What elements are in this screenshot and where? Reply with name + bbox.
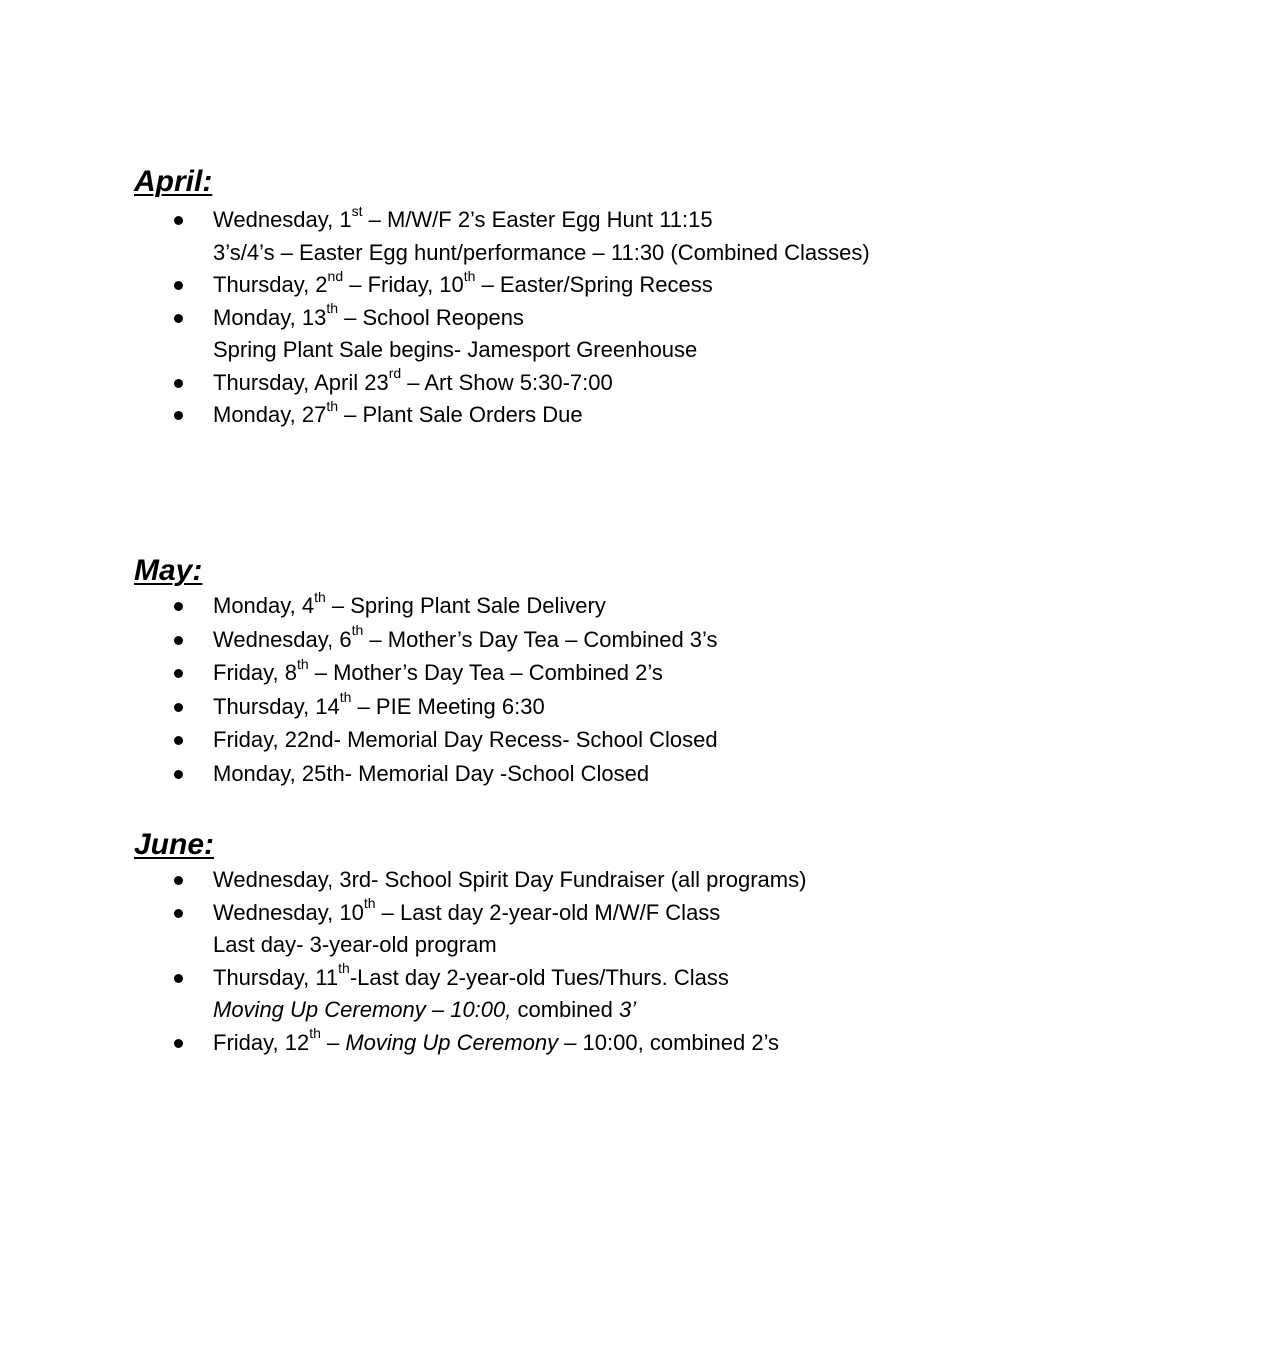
bullet-icon bbox=[174, 411, 183, 420]
list-item bbox=[134, 691, 1134, 724]
event-line: Wednesday, 10th – Last day 2-year-old M/W/F Class bbox=[213, 895, 721, 925]
bullet-icon bbox=[174, 1039, 183, 1048]
event-line-2: Moving Up Ceremony – 10:00, combined 3’ bbox=[213, 997, 637, 1022]
list-item bbox=[134, 758, 1134, 791]
event-line: Monday, 4th – Spring Plant Sale Delivery bbox=[213, 588, 606, 618]
list-item bbox=[134, 399, 1134, 432]
bullet-icon bbox=[174, 216, 183, 225]
june-section bbox=[134, 828, 1134, 1059]
bullet-icon bbox=[174, 736, 183, 745]
bullet-icon bbox=[174, 636, 183, 645]
may-event-list bbox=[134, 590, 1134, 790]
event-line: Monday, 25th- Memorial Day -School Closed bbox=[213, 760, 650, 786]
bullet-icon bbox=[174, 703, 183, 712]
june-event-list bbox=[134, 864, 1134, 1059]
april-heading: April: bbox=[134, 165, 213, 198]
event-line: Friday, 8th – Mother’s Day Tea – Combined 2’s bbox=[213, 655, 663, 685]
list-item bbox=[134, 962, 1134, 1027]
june-heading: June: bbox=[134, 828, 215, 861]
event-line: Thursday, 14th – PIE Meeting 6:30 bbox=[213, 689, 545, 719]
event-line: Wednesday, 6th – Mother’s Day Tea – Combined 3’s bbox=[213, 622, 718, 652]
list-item bbox=[134, 657, 1134, 690]
bullet-icon bbox=[174, 974, 183, 983]
event-line: Friday, 22nd- Memorial Day Recess- School Closed bbox=[213, 727, 718, 752]
event-line: Wednesday, 1st – M/W/F 2’s Easter Egg Hunt 11:15 bbox=[213, 202, 713, 232]
bullet-icon bbox=[174, 909, 183, 918]
event-line: Monday, 13th – School Reopens bbox=[213, 300, 524, 330]
bullet-icon bbox=[174, 602, 183, 611]
event-line: Thursday, 11th-Last day 2-year-old Tues/Thurs. Class bbox=[213, 960, 729, 990]
list-item bbox=[134, 624, 1134, 657]
event-line: Monday, 27th – Plant Sale Orders Due bbox=[213, 397, 583, 427]
bullet-icon bbox=[174, 379, 183, 388]
bullet-icon bbox=[174, 876, 183, 885]
event-line: Thursday, 2nd – Friday, 10th – Easter/Spring Recess bbox=[213, 267, 713, 297]
list-item bbox=[134, 1027, 1134, 1060]
april-event-list bbox=[134, 204, 1134, 432]
event-line-2: 3’s/4’s – Easter Egg hunt/performance – 11:30 (Combined Classes) bbox=[213, 239, 870, 265]
list-item bbox=[134, 204, 1134, 269]
april-section bbox=[134, 165, 1134, 432]
list-item bbox=[134, 864, 1134, 897]
bullet-icon bbox=[174, 770, 183, 779]
event-line-2: Spring Plant Sale begins- Jamesport Greenhouse bbox=[213, 337, 698, 362]
bullet-icon bbox=[174, 669, 183, 678]
may-section bbox=[134, 554, 1134, 790]
may-heading: May: bbox=[134, 554, 203, 587]
list-item bbox=[134, 724, 1134, 757]
list-item bbox=[134, 590, 1134, 623]
event-line: Thursday, April 23rd – Art Show 5:30-7:00 bbox=[213, 365, 613, 395]
bullet-icon bbox=[174, 314, 183, 323]
list-item bbox=[134, 269, 1134, 302]
list-item bbox=[134, 897, 1134, 962]
bullet-icon bbox=[174, 281, 183, 290]
event-line: Wednesday, 3rd- School Spirit Day Fundraiser (all programs) bbox=[213, 867, 807, 892]
event-line-2: Last day- 3-year-old program bbox=[213, 932, 497, 957]
event-line: Friday, 12th – Moving Up Ceremony – 10:00, combined 2’s bbox=[213, 1025, 780, 1055]
list-item bbox=[134, 367, 1134, 400]
list-item bbox=[134, 302, 1134, 367]
